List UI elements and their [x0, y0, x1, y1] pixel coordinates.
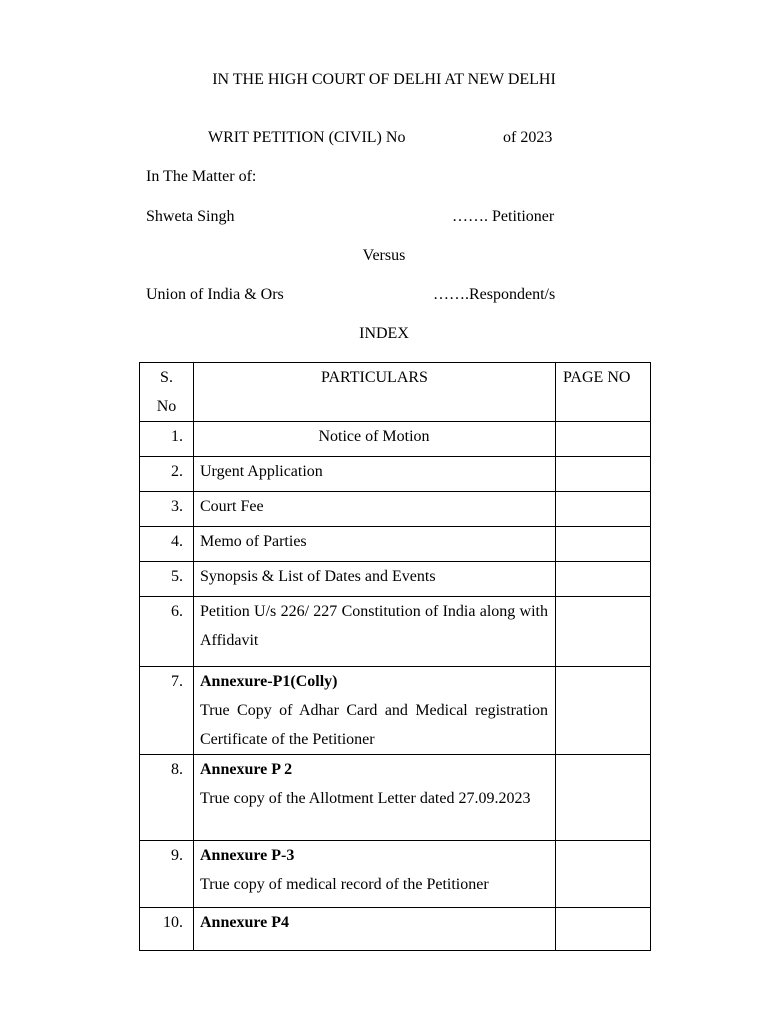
row-particulars: Memo of Parties — [194, 527, 556, 562]
row-title: Petition U/s 226/ 227 Constitution of India along with Affidavit — [200, 603, 548, 649]
row-page-no — [556, 562, 651, 597]
row-sno: 5. — [140, 562, 194, 597]
row-annexure-description: True copy of medical record of the Petitioner — [200, 876, 489, 893]
row-particulars — [194, 908, 556, 951]
row-particulars — [194, 667, 556, 755]
petitioner-role: ……. Petitioner — [452, 208, 555, 225]
table-row — [140, 457, 651, 492]
row-particulars: Court Fee — [194, 492, 556, 527]
table-header-row — [140, 363, 651, 422]
row-annexure-description: True Copy of Adhar Card and Medical registration Certificate of the Petitioner — [200, 702, 548, 748]
table-row — [140, 527, 651, 562]
row-page-no — [556, 597, 651, 667]
court-title: IN THE HIGH COURT OF DELHI AT NEW DELHI — [212, 71, 556, 88]
table-row — [140, 492, 651, 527]
row-annexure-description: True copy of the Allotment Letter dated 27.09.2023 — [200, 790, 531, 807]
row-page-no — [556, 457, 651, 492]
row-sno: 1. — [140, 422, 194, 457]
row-page-no — [556, 667, 651, 755]
row-particulars — [194, 755, 556, 841]
row-page-no — [556, 841, 651, 908]
row-particulars: Notice of Motion — [194, 422, 556, 457]
table-row — [140, 908, 651, 951]
petitioner-name: Shweta Singh — [146, 208, 235, 225]
row-page-no — [556, 492, 651, 527]
writ-petition-year: of 2023 — [503, 129, 553, 146]
row-page-no — [556, 908, 651, 951]
writ-petition-label: WRIT PETITION (CIVIL) No — [208, 129, 406, 146]
table-row — [140, 422, 651, 457]
row-sno: 9. — [140, 841, 194, 908]
row-sno: 7. — [140, 667, 194, 755]
row-annexure-title: Annexure P-3 — [200, 847, 295, 864]
row-sno: 4. — [140, 527, 194, 562]
table-row — [140, 562, 651, 597]
row-particulars — [194, 597, 556, 667]
row-sno: 6. — [140, 597, 194, 667]
row-particulars — [194, 841, 556, 908]
row-page-no — [556, 755, 651, 841]
respondent-name: Union of India & Ors — [146, 286, 284, 303]
table-row — [140, 755, 651, 841]
header-particulars: PARTICULARS — [194, 363, 556, 422]
versus-label: Versus — [362, 247, 406, 264]
matter-label: In The Matter of: — [146, 168, 257, 185]
header-sno-line1: S. — [160, 369, 173, 386]
row-sno: 2. — [140, 457, 194, 492]
index-table — [139, 362, 651, 951]
row-sno: 10. — [140, 908, 194, 951]
header-page-no: PAGE NO — [556, 363, 651, 422]
row-sno: 3. — [140, 492, 194, 527]
table-row — [140, 667, 651, 755]
row-annexure-title: Annexure P4 — [200, 914, 290, 931]
respondent-role: …….Respondent/s — [433, 286, 556, 303]
row-page-no — [556, 422, 651, 457]
row-particulars: Synopsis & List of Dates and Events — [194, 562, 556, 597]
table-row — [140, 841, 651, 908]
row-sno: 8. — [140, 755, 194, 841]
row-page-no — [556, 527, 651, 562]
row-annexure-title: Annexure P 2 — [200, 761, 293, 778]
row-particulars: Urgent Application — [194, 457, 556, 492]
header-sno — [140, 363, 194, 422]
index-title: INDEX — [359, 325, 409, 342]
header-sno-line2: No — [156, 398, 177, 415]
row-annexure-title: Annexure-P1(Colly) — [200, 673, 338, 690]
table-row — [140, 597, 651, 667]
